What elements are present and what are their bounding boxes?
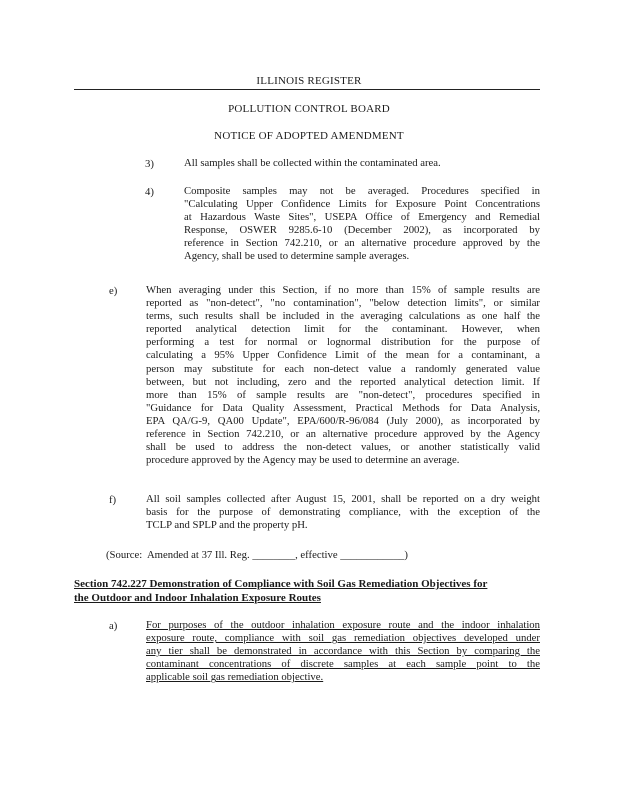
item-e-line: performing a test for normal or lognormal distribution for the purpose of (146, 336, 540, 349)
item-f-line: basis for the purpose of demonstrating compliance, with the exception of the (146, 506, 540, 519)
item-e-line: When averaging under this Section, if no more than 15% of sample results are (146, 284, 540, 296)
item-f-label: f) (109, 494, 117, 506)
section-item-a-line: exposure route, compliance with soil gas remediation objectives developed under (146, 632, 540, 645)
notice-title: NOTICE OF ADOPTED AMENDMENT (214, 130, 404, 142)
item-4-label: 4) (145, 186, 154, 198)
section-heading-line-1: Section 742.227 Demonstration of Compliance with Soil Gas Remediation Objectives for (74, 578, 488, 590)
item-e-line: more than 15% of sample results are "non-detect", procedures specified in (146, 388, 540, 401)
item-e-label: e) (109, 285, 118, 297)
item-e-line: shall be used to address the non-detect values, or another statistically valid (146, 441, 540, 454)
item-e-line: person may substitute for each non-detect value a randomly generated value (146, 362, 540, 375)
item-4-line: Agency, shall be used to determine sample averages. (184, 250, 410, 263)
section-item-a-label: a) (109, 620, 118, 632)
item-f-line: TCLP and SPLP and the property pH. (146, 519, 308, 532)
item-f-line: All soil samples collected after August 15, 2001, shall be reported on a dry weight (146, 493, 540, 505)
header-rule (74, 89, 540, 90)
section-heading (74, 577, 544, 605)
item-4-text (184, 185, 540, 264)
item-3-line: All samples shall be collected within the contaminated area. (184, 157, 441, 169)
item-4-line: reference in Section 742.210, or an alternative procedure approved by the (184, 237, 540, 250)
item-e-line: EPA QA/G-9, QA00 Update", EPA/600/R-96/084 (July 2000), as incorporated by (146, 414, 540, 427)
section-heading-line-2: the Outdoor and Indoor Inhalation Exposure Routes (74, 592, 321, 604)
item-f-text (146, 493, 540, 532)
item-e-line: reported as "non-detect", "no contamination", "below detection limits", or similar (146, 297, 540, 310)
source-note: (Source: Amended at 37 Ill. Reg. ________, effective ____________) (106, 549, 408, 561)
item-4-line: "Calculating Upper Confidence Limits for Exposure Point Concentrations (184, 198, 540, 211)
item-e-line: reported analytical detection limit for the contaminant. However, when (146, 323, 540, 336)
section-item-a-line: contaminant concentrations of discrete samples at each sample point to the (146, 658, 540, 671)
section-item-a-line: any tier shall be demonstrated in accordance with this Section by comparing the (146, 645, 540, 658)
item-3-label: 3) (145, 158, 154, 170)
item-3-text (184, 157, 484, 170)
register-title: ILLINOIS REGISTER (256, 75, 362, 87)
board-title: POLLUTION CONTROL BOARD (228, 103, 390, 115)
item-e-line: between, but not including, zero and the reported analytical detection limit. If (146, 375, 540, 388)
item-4-line: Composite samples may not be averaged. Procedures specified in (184, 185, 540, 197)
section-item-a-line: For purposes of the outdoor inhalation exposure route and the indoor inhalation (146, 619, 540, 631)
item-e-line: calculating a 95% Upper Confidence Limit of the mean for a contaminant, a (146, 349, 540, 362)
section-item-a-text (146, 619, 540, 684)
item-4-line: Response, OSWER 9285.6-10 (December 2002), as incorporated by (184, 224, 540, 237)
item-e-line: "Guidance for Data Quality Assessment, Practical Methods for Data Analysis, (146, 401, 540, 414)
item-4-line: at Hazardous Waste Sites", USEPA Office of Emergency and Remedial (184, 211, 540, 224)
item-e-line: reference in Section 742.210, or an alternative procedure approved by the Agency (146, 428, 540, 441)
item-e-line: terms, such results shall be included in the averaging calculations as one half the (146, 310, 540, 323)
section-item-a-line: applicable soil gas remediation objective. (146, 671, 324, 684)
item-e-line: procedure approved by the Agency may be used to determine an average. (146, 454, 460, 467)
item-e-text (146, 284, 540, 467)
